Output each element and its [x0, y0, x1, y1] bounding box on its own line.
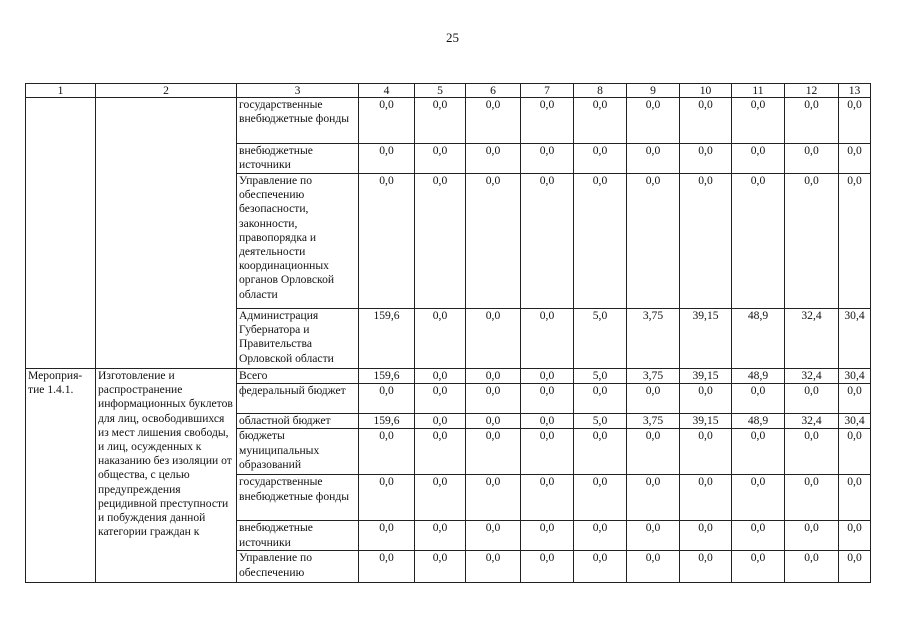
value-cell: 0,0	[466, 144, 521, 174]
value-cell: 0,0	[466, 414, 521, 429]
value-cell: 39,15	[680, 309, 732, 369]
value-cell: 0,0	[415, 429, 466, 475]
value-cell: 30,4	[839, 369, 871, 384]
value-cell: 0,0	[627, 98, 680, 144]
value-cell: 0,0	[574, 475, 627, 521]
value-cell: 0,0	[680, 551, 732, 583]
value-cell: 0,0	[359, 429, 415, 475]
value-cell: 0,0	[680, 521, 732, 551]
column-number-cell: 3	[237, 84, 359, 98]
value-cell: 0,0	[415, 309, 466, 369]
value-cell: 0,0	[415, 369, 466, 384]
value-cell: 30,4	[839, 414, 871, 429]
value-cell: 5,0	[574, 414, 627, 429]
value-cell: 0,0	[627, 475, 680, 521]
value-cell: 0,0	[627, 174, 680, 309]
value-cell: 0,0	[415, 174, 466, 309]
column-number-row	[26, 84, 871, 98]
column-number-cell: 2	[96, 84, 237, 98]
value-cell: 0,0	[415, 414, 466, 429]
value-cell: 0,0	[359, 551, 415, 583]
value-cell: 3,75	[627, 414, 680, 429]
column-number-cell: 5	[415, 84, 466, 98]
value-cell: 0,0	[359, 98, 415, 144]
value-cell: 0,0	[466, 309, 521, 369]
event-code-cell-empty	[26, 98, 96, 369]
table-row	[26, 369, 871, 384]
value-cell: 0,0	[574, 98, 627, 144]
column-number-cell: 9	[627, 84, 680, 98]
value-cell: 0,0	[415, 384, 466, 414]
value-cell: 0,0	[680, 144, 732, 174]
value-cell: 48,9	[732, 309, 785, 369]
value-cell: 39,15	[680, 414, 732, 429]
value-cell: 0,0	[732, 384, 785, 414]
funding-source-cell: бюджеты муниципальных образований	[237, 429, 359, 475]
value-cell: 0,0	[359, 475, 415, 521]
value-cell: 0,0	[466, 369, 521, 384]
value-cell: 0,0	[732, 98, 785, 144]
value-cell: 0,0	[839, 475, 871, 521]
value-cell: 48,9	[732, 414, 785, 429]
value-cell: 0,0	[627, 551, 680, 583]
value-cell: 0,0	[574, 521, 627, 551]
value-cell: 0,0	[785, 551, 839, 583]
financing-table	[25, 83, 871, 583]
value-cell: 0,0	[839, 144, 871, 174]
value-cell: 0,0	[732, 174, 785, 309]
value-cell: 0,0	[627, 384, 680, 414]
value-cell: 0,0	[466, 174, 521, 309]
value-cell: 48,9	[732, 369, 785, 384]
value-cell: 0,0	[680, 429, 732, 475]
value-cell: 0,0	[521, 414, 574, 429]
value-cell: 0,0	[521, 174, 574, 309]
value-cell: 0,0	[839, 551, 871, 583]
value-cell: 39,15	[680, 369, 732, 384]
funding-source-cell: федеральный бюджет	[237, 384, 359, 414]
funding-source-cell: Управление по обеспечению безопасности, законности, правопорядка и деятельности координационных органов Орловской области	[237, 174, 359, 309]
value-cell: 0,0	[732, 429, 785, 475]
value-cell: 0,0	[521, 521, 574, 551]
column-number-cell: 4	[359, 84, 415, 98]
value-cell: 30,4	[839, 309, 871, 369]
value-cell: 0,0	[415, 144, 466, 174]
value-cell: 0,0	[680, 174, 732, 309]
funding-source-cell: Управление по обеспечению	[237, 551, 359, 583]
value-cell: 0,0	[359, 521, 415, 551]
column-number-cell: 7	[521, 84, 574, 98]
value-cell: 0,0	[466, 384, 521, 414]
event-description: Изготовление и распространение информационных буклетов для лиц, освободившихся из мест лишения свободы, и лиц, осужденных к наказанию без изоляции от общества, с целью предупреждения рецидивной преступности и побуждения данной категории граждан к	[96, 369, 237, 583]
value-cell: 0,0	[466, 551, 521, 583]
value-cell: 0,0	[574, 174, 627, 309]
value-cell: 0,0	[732, 475, 785, 521]
value-cell: 32,4	[785, 309, 839, 369]
value-cell: 0,0	[627, 429, 680, 475]
value-cell: 159,6	[359, 309, 415, 369]
value-cell: 159,6	[359, 414, 415, 429]
value-cell: 0,0	[466, 521, 521, 551]
column-number-cell: 6	[466, 84, 521, 98]
value-cell: 0,0	[521, 369, 574, 384]
value-cell: 0,0	[521, 429, 574, 475]
value-cell: 32,4	[785, 414, 839, 429]
value-cell: 0,0	[574, 384, 627, 414]
value-cell: 0,0	[785, 144, 839, 174]
value-cell: 3,75	[627, 369, 680, 384]
funding-source-cell: внебюджетные источники	[237, 521, 359, 551]
value-cell: 0,0	[785, 174, 839, 309]
value-cell: 0,0	[521, 144, 574, 174]
value-cell: 0,0	[359, 384, 415, 414]
value-cell: 0,0	[785, 98, 839, 144]
value-cell: 0,0	[785, 429, 839, 475]
value-cell: 0,0	[574, 144, 627, 174]
value-cell: 0,0	[415, 475, 466, 521]
value-cell: 0,0	[466, 98, 521, 144]
funding-source-cell: Всего	[237, 369, 359, 384]
funding-source-cell: областной бюджет	[237, 414, 359, 429]
value-cell: 0,0	[839, 384, 871, 414]
value-cell: 0,0	[359, 174, 415, 309]
value-cell: 5,0	[574, 369, 627, 384]
value-cell: 3,75	[627, 309, 680, 369]
value-cell: 0,0	[680, 384, 732, 414]
value-cell: 0,0	[466, 475, 521, 521]
funding-source-cell: Администрация Губернатора и Правительства Орловской области	[237, 309, 359, 369]
value-cell: 0,0	[732, 144, 785, 174]
column-number-cell: 12	[785, 84, 839, 98]
column-number-cell: 8	[574, 84, 627, 98]
value-cell: 0,0	[839, 521, 871, 551]
table-row	[26, 98, 871, 144]
value-cell: 0,0	[466, 429, 521, 475]
value-cell: 0,0	[521, 384, 574, 414]
column-number-cell: 13	[839, 84, 871, 98]
funding-source-cell: государственные внебюджетные фонды	[237, 98, 359, 144]
value-cell: 0,0	[680, 475, 732, 521]
page-number: 25	[446, 30, 459, 45]
value-cell: 32,4	[785, 369, 839, 384]
value-cell: 0,0	[521, 475, 574, 521]
value-cell: 0,0	[785, 521, 839, 551]
value-cell: 0,0	[359, 144, 415, 174]
column-number-cell: 10	[680, 84, 732, 98]
value-cell: 0,0	[839, 174, 871, 309]
funding-source-cell: государственные внебюджетные фонды	[237, 475, 359, 521]
value-cell: 0,0	[839, 98, 871, 144]
value-cell: 0,0	[574, 429, 627, 475]
value-cell: 0,0	[732, 551, 785, 583]
event-description-cell-empty	[96, 98, 237, 369]
event-code: Мероприя-тие 1.4.1.	[26, 369, 96, 583]
value-cell: 0,0	[521, 551, 574, 583]
value-cell: 0,0	[521, 98, 574, 144]
table-body	[26, 84, 871, 583]
value-cell: 0,0	[574, 551, 627, 583]
value-cell: 0,0	[521, 309, 574, 369]
value-cell: 5,0	[574, 309, 627, 369]
value-cell: 159,6	[359, 369, 415, 384]
value-cell: 0,0	[627, 144, 680, 174]
funding-source-cell: внебюджетные источники	[237, 144, 359, 174]
value-cell: 0,0	[785, 384, 839, 414]
value-cell: 0,0	[732, 521, 785, 551]
column-number-cell: 1	[26, 84, 96, 98]
value-cell: 0,0	[785, 475, 839, 521]
value-cell: 0,0	[415, 521, 466, 551]
value-cell: 0,0	[627, 521, 680, 551]
value-cell: 0,0	[415, 98, 466, 144]
value-cell: 0,0	[415, 551, 466, 583]
value-cell: 0,0	[839, 429, 871, 475]
value-cell: 0,0	[680, 98, 732, 144]
column-number-cell: 11	[732, 84, 785, 98]
